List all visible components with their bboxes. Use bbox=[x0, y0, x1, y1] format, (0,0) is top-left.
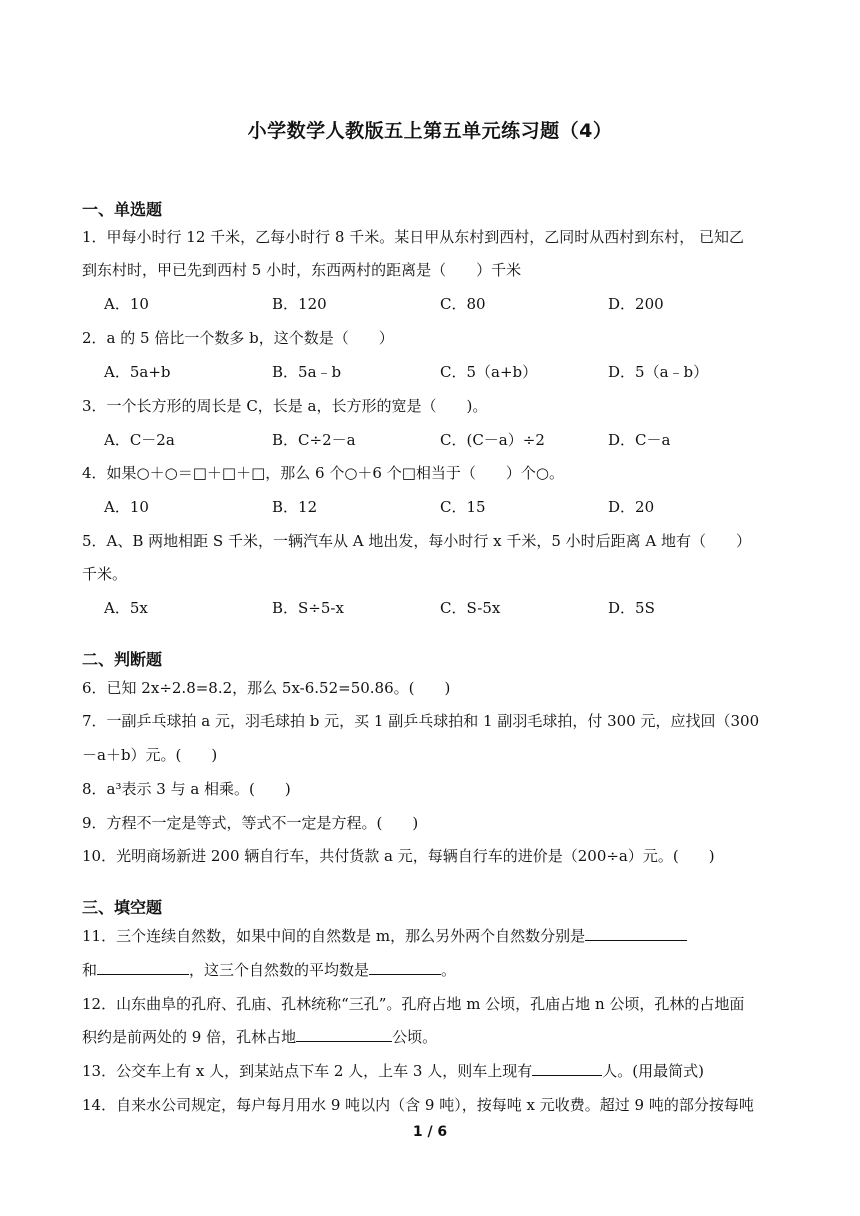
page-number: 1 / 6 bbox=[412, 1124, 448, 1140]
question-5-line-1: 5．A、B 两地相距 S 千米，一辆汽车从 A 地出发，每小时行 x 千米，5 小时后距离 A 地有（ ） bbox=[82, 532, 752, 550]
option-b: B．12 bbox=[272, 498, 318, 516]
question-2-options bbox=[104, 361, 776, 382]
question-11-text-c: ，这三个自然数的平均数是 bbox=[189, 961, 370, 979]
option-b: B．120 bbox=[272, 295, 327, 313]
question-13 bbox=[82, 1060, 704, 1081]
option-b: B．C÷2－a bbox=[272, 431, 356, 449]
option-a: A．C－2a bbox=[104, 431, 175, 449]
question-4-options bbox=[104, 496, 776, 517]
question-10: 10．光明商场新进 200 辆自行车，共付货款 a 元，每辆自行车的进价是（200÷a）元。( ) bbox=[82, 847, 715, 865]
question-11-text-a: 11．三个连续自然数，如果中间的自然数是 m，那么另外两个自然数分别是 bbox=[82, 927, 586, 945]
option-c: C．80 bbox=[440, 295, 486, 313]
question-11-text-b: 和 bbox=[82, 961, 98, 979]
question-11-text-d: 。 bbox=[441, 961, 457, 979]
answer-blank bbox=[532, 1061, 602, 1076]
question-4: 4．如果○＋○＝□＋□＋□，那么 6 个○＋6 个□相当于（ ）个○。 bbox=[82, 464, 564, 482]
answer-blank bbox=[369, 960, 441, 975]
question-11-line-1 bbox=[82, 925, 687, 946]
question-12-line-2 bbox=[82, 1026, 437, 1047]
question-12-line-1: 12．山东曲阜的孔府、孔庙、孔林统称“三孔”。孔府占地 m 公顷，孔庙占地 n 公顷，孔林的占地面 bbox=[82, 995, 745, 1013]
question-1-line-1: 1．甲每小时行 12 千米，乙每小时行 8 千米。某日甲从东村到西村，乙同时从西村到东村， 已知乙 bbox=[82, 228, 745, 246]
option-a: A．10 bbox=[104, 295, 149, 313]
answer-blank bbox=[97, 960, 189, 975]
question-7-line-2: －a＋b）元。( ) bbox=[82, 746, 218, 764]
question-7-line-1: 7．一副乒乓球拍 a 元，羽毛球拍 b 元，买 1 副乒乓球拍和 1 副羽毛球拍，付 300 元，应找回（300 bbox=[82, 712, 760, 730]
question-5-line-2: 千米。 bbox=[82, 565, 128, 583]
option-c: C．15 bbox=[440, 498, 486, 516]
question-14-line-1: 14．自来水公司规定，每户每月用水 9 吨以内（含 9 吨），按每吨 x 元收费。超过 9 吨的部分按每吨 bbox=[82, 1096, 754, 1114]
option-d: D．20 bbox=[608, 498, 655, 516]
option-d: D．5S bbox=[608, 599, 655, 617]
option-a: A．10 bbox=[104, 498, 149, 516]
question-2: 2．a 的 5 倍比一个数多 b，这个数是（ ） bbox=[82, 329, 394, 347]
option-c: C．(C－a）÷2 bbox=[440, 431, 545, 449]
question-8: 8．a³表示 3 与 a 相乘。( ) bbox=[82, 780, 291, 798]
answer-blank bbox=[296, 1027, 392, 1042]
question-3-options bbox=[104, 429, 776, 450]
section-heading-single-choice: 一、单选题 bbox=[82, 200, 163, 219]
question-12-text-a: 积约是前两处的 9 倍，孔林占地 bbox=[82, 1028, 297, 1046]
question-13-text-a: 13．公交车上有 x 人，到某站点下车 2 人，上车 3 人，则车上现有 bbox=[82, 1062, 533, 1080]
question-5-options bbox=[104, 597, 776, 618]
option-a: A．5x bbox=[104, 599, 148, 617]
option-d: D．C－a bbox=[608, 431, 671, 449]
question-6: 6．已知 2x÷2.8=8.2，那么 5x-6.52=50.86。( ) bbox=[82, 679, 451, 697]
answer-blank bbox=[585, 926, 687, 941]
option-d: D．200 bbox=[608, 295, 664, 313]
option-a: A．5a+b bbox=[104, 363, 171, 381]
option-b: B．5a﹣b bbox=[272, 363, 342, 381]
section-heading-fill-in: 三、填空题 bbox=[82, 898, 163, 917]
option-b: B．S÷5-x bbox=[272, 599, 344, 617]
question-11-line-2 bbox=[82, 959, 456, 980]
option-c: C．5（a+b） bbox=[440, 363, 538, 381]
question-9: 9．方程不一定是等式，等式不一定是方程。( ) bbox=[82, 814, 419, 832]
option-c: C．S-5x bbox=[440, 599, 501, 617]
question-12-text-b: 公顷。 bbox=[392, 1028, 438, 1046]
page-title: 小学数学人教版五上第五单元练习题（4） bbox=[247, 120, 613, 142]
question-1-options bbox=[104, 293, 776, 314]
question-3: 3．一个长方形的周长是 C，长是 a，长方形的宽是（ )。 bbox=[82, 397, 488, 415]
section-heading-true-false: 二、判断题 bbox=[82, 650, 163, 669]
question-13-text-b: 人。(用最简式) bbox=[602, 1062, 704, 1080]
question-1-line-2: 到东村时，甲已先到西村 5 小时，东西两村的距离是（ ）千米 bbox=[82, 261, 522, 279]
option-d: D．5（a﹣b） bbox=[608, 363, 709, 381]
